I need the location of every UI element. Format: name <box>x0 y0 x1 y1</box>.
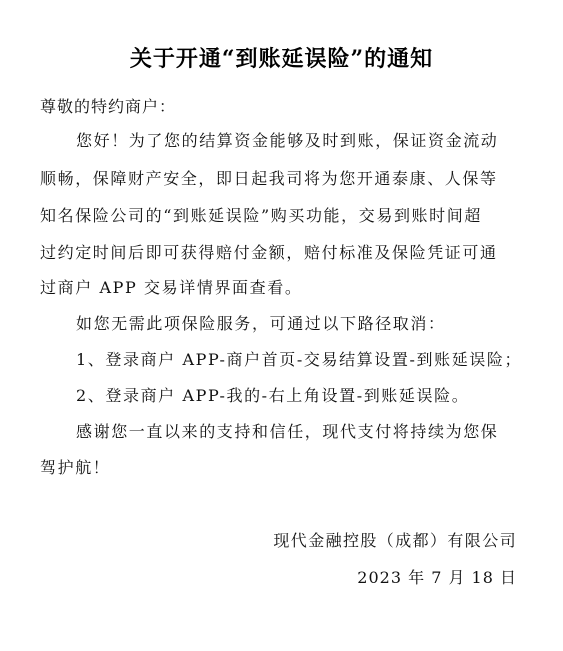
signature-date: 2023 年 7 月 18 日 <box>357 568 517 587</box>
salutation: 尊敬的特约商户： <box>40 97 177 116</box>
body-line-5: 过商户 APP 交易详情界面查看。 <box>40 278 303 297</box>
body-line-1: 您好！为了您的结算资金能够及时到账，保证资金流动 <box>76 131 499 150</box>
body-line-3: 知名保险公司的“到账延误险”购买功能，交易到账时间超 <box>40 206 482 225</box>
signature-company: 现代金融控股（成都）有限公司 <box>273 531 517 550</box>
thanks-line-1: 感谢您一直以来的支持和信任，现代支付将持续为您保 <box>76 422 499 441</box>
cancel-path-1: 1、登录商户 APP-商户首页-交易结算设置-到账延误险； <box>76 350 523 369</box>
body-line-2: 顺畅，保障财产安全，即日起我司将为您开通泰康、人保等 <box>40 169 498 188</box>
notice-title: 关于开通“到账延误险”的通知 <box>129 46 434 72</box>
body-line-4: 过约定时间后即可获得赔付金额，赔付标准及保险凭证可通 <box>40 243 498 262</box>
cancel-path-2: 2、登录商户 APP-我的-右上角设置-到账延误险。 <box>76 386 470 405</box>
thanks-line-2: 驾护航！ <box>40 458 111 477</box>
cancel-intro-line: 如您无需此项保险服务，可通过以下路径取消： <box>76 314 446 333</box>
